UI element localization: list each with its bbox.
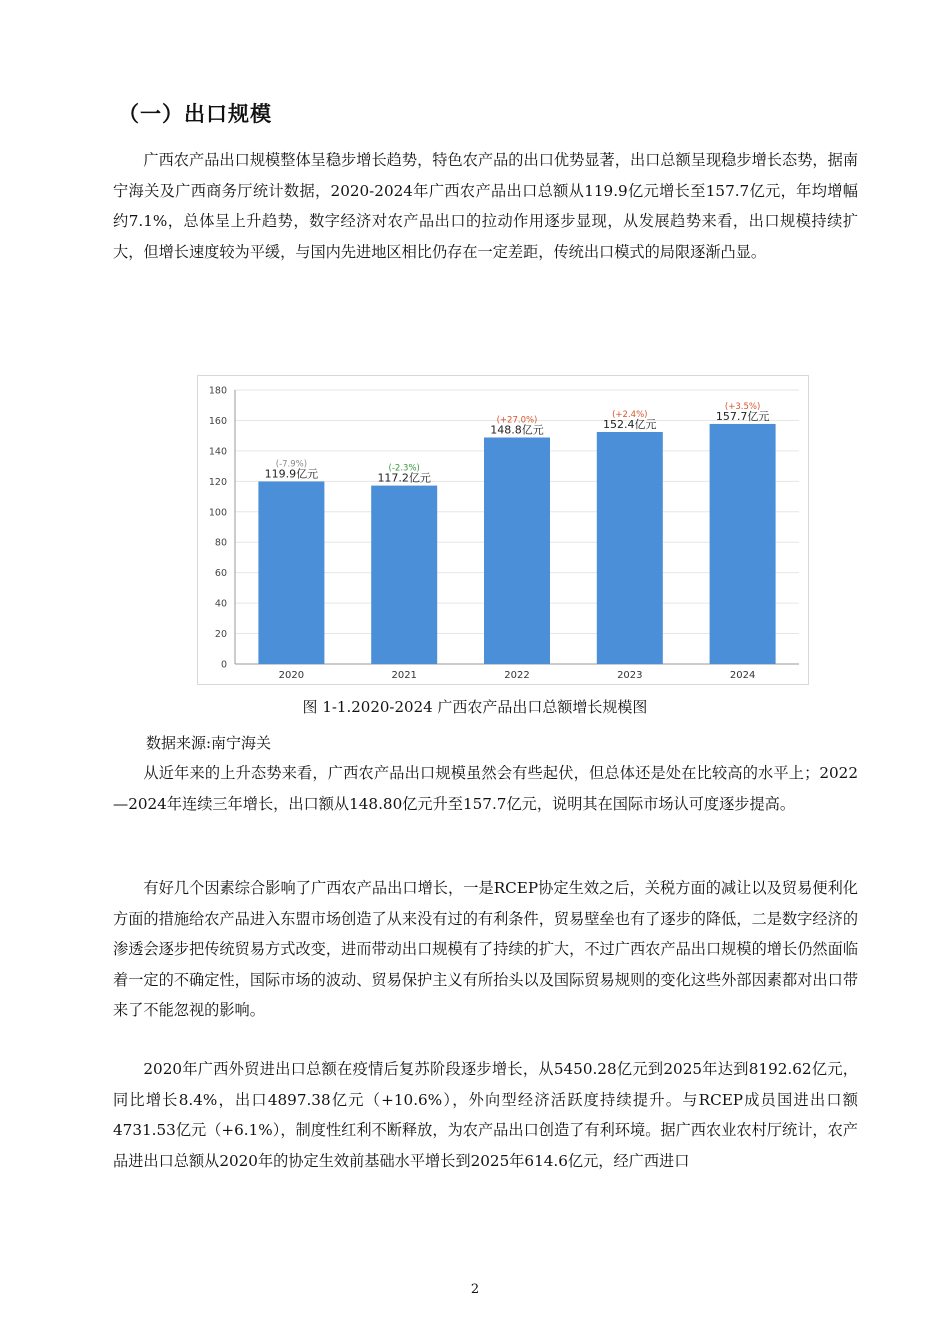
bar [258, 481, 324, 664]
data-source-note: 数据来源:南宁海关 [146, 734, 272, 752]
y-tick-label: 140 [208, 446, 227, 458]
body-paragraph: 有好几个因素综合影响了广西农产品出口增长，一是RCEP协定生效之后，关税方面的减让以及贸易便利化方面的措施给农产品进入东盟市场创造了从来没有过的有利条件，贸易壁垒也有了逐步的降低，二是数字经济的渗透会逐步把传统贸易方式改变，进而带动出口规模有了持续的扩大，不过广西农产品出口规模的增长仍然面临着一定的不确定性，国际市场的波动、贸易保护主义有所抬头以及国际贸易规则的变化这些外部因素都对出口带来了不能忽视的影响。 [113, 879, 858, 1020]
bar [484, 437, 550, 664]
y-tick-label: 180 [208, 385, 227, 397]
bar-value-label: 117.2亿元 [377, 471, 431, 485]
bar-value-label: 119.9亿元 [264, 467, 319, 481]
y-tick-label: 80 [214, 537, 227, 549]
growth-rate-label: (-7.9%) [275, 459, 308, 470]
y-tick-label: 120 [208, 476, 227, 488]
y-tick-label: 20 [214, 629, 227, 641]
bar-value-label: 148.8亿元 [490, 423, 544, 437]
growth-rate-label: (+27.0%) [496, 415, 538, 426]
page-number: 2 [470, 1282, 480, 1297]
chart-svg [197, 375, 809, 685]
x-tick-label: 2020 [278, 670, 305, 681]
body-paragraph: 从近年来的上升态势来看，广西农产品出口规模虽然会有些起伏，但总体还是处在比较高的水平上；2022—2024年连续三年增长，出口额从148.80亿元升至157.7亿元，说明其在国际市场认可度逐步提高。 [113, 764, 858, 813]
growth-rate-label: (+2.4%) [612, 410, 648, 421]
y-tick-label: 160 [208, 415, 227, 427]
body-paragraph: 广西农产品出口规模整体呈稳步增长趋势，特色农产品的出口优势显著，出口总额呈现稳步增长态势，据南宁海关及广西商务厅统计数据，2020-2024年广西农产品出口总额从119.9亿元增长至157.7亿元，年均增幅约7.1%，总体呈上升趋势，数字经济对农产品出口的拉动作用逐步显现，从发展趋势来看，出口规模持续扩大，但增长速度较为平缓，与国内先进地区相比仍存在一定差距，传统出口模式的局限逐渐凸显。 [113, 151, 858, 261]
bar [597, 432, 663, 664]
export-bar-chart [197, 375, 809, 685]
figure-caption: 图 1-1.2020-2024 广西农产品出口总额增长规模图 [302, 698, 648, 716]
bar-value-label: 157.7亿元 [715, 409, 770, 423]
bar-value-label: 152.4亿元 [603, 418, 657, 432]
bar [371, 486, 437, 664]
growth-rate-label: (-2.3%) [388, 463, 420, 474]
x-tick-label: 2022 [504, 670, 530, 681]
y-tick-label: 40 [214, 598, 227, 610]
y-tick-label: 100 [208, 507, 227, 519]
body-paragraph: 2020年广西外贸进出口总额在疫情后复苏阶段逐步增长，从5450.28亿元到2025年达到8192.62亿元，同比增长8.4%，出口4897.38亿元（+10.6%），外向型经济活跃度持续提升。与RCEP成员国进出口额4731.53亿元（+6.1%），制度性红利不断释放，为农产品出口创造了有利环境。据广西农业农村厅统计，农产品进出口总额从2020年的协定生效前基础水平增长到2025年614.6亿元，经广西进口 [113, 1060, 858, 1170]
y-tick-label: 0 [220, 659, 227, 671]
x-tick-label: 2024 [729, 670, 756, 681]
x-tick-label: 2021 [391, 670, 417, 681]
section-heading: （一）出口规模 [118, 102, 272, 126]
x-tick-label: 2023 [617, 670, 643, 681]
y-tick-label: 60 [214, 568, 227, 580]
growth-rate-label: (+3.5%) [724, 401, 761, 412]
bar [710, 424, 776, 664]
